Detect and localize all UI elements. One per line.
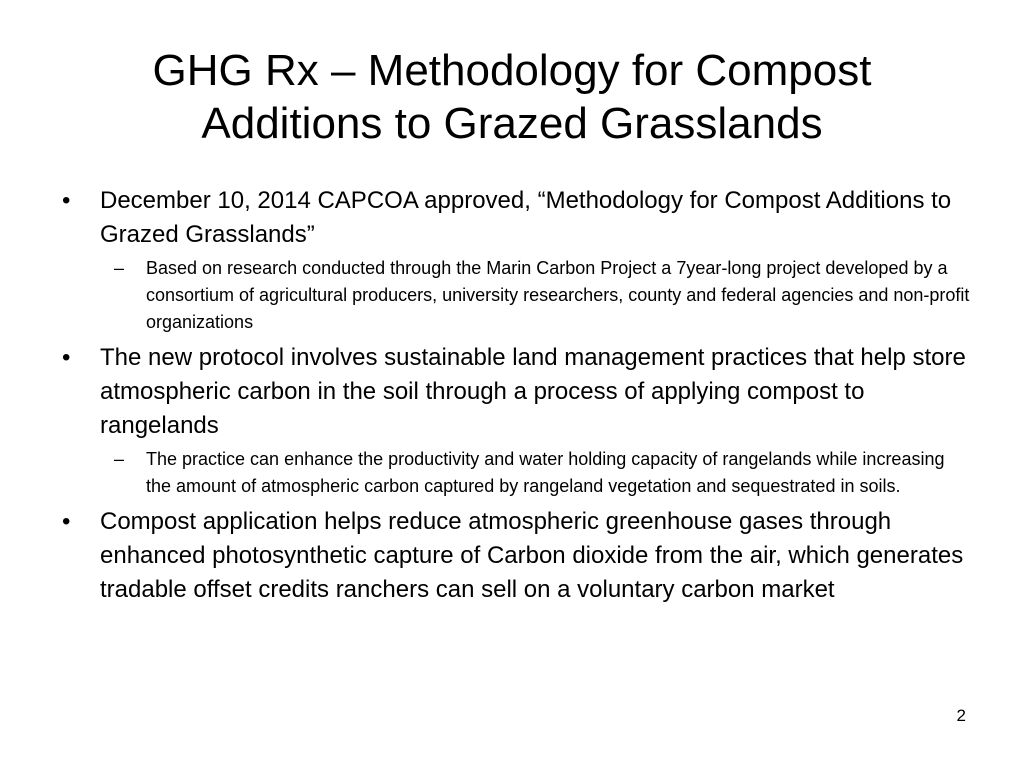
bullet-item-2 xyxy=(62,341,972,443)
bullet-text-3: Compost application helps reduce atmospheric greenhouse gases through enhanced photosynthetic capture of Carbon dioxide from the air, which generates tradable offset credits ranchers can sell on a voluntary carbon market xyxy=(100,508,964,603)
sub-bullet-text-2: The practice can enhance the productivity and water holding capacity of rangelands while increasing the amount of atmospheric carbon captured by rangeland vegetation and sequestrated in soils. xyxy=(146,449,945,496)
sub-bullet-item-1 xyxy=(62,255,972,336)
bullet-marker: • xyxy=(62,187,71,214)
bullet-marker: • xyxy=(62,508,71,535)
title-line-1: GHG Rx – Methodology for Compost xyxy=(152,46,872,95)
sub-bullet-item-2 xyxy=(62,446,972,500)
bullet-list xyxy=(62,184,972,607)
sub-bullet-text-1: Based on research conducted through the Marin Carbon Project a 7year-long project developed by a consortium of agricultural producers, university researchers, county and federal agencies and non-profit organizations xyxy=(146,258,970,332)
bullet-text-2: The new protocol involves sustainable land management practices that help store atmospheric carbon in the soil through a process of applying compost to rangelands xyxy=(100,344,966,439)
bullet-marker: • xyxy=(62,344,71,371)
slide-title xyxy=(80,44,944,150)
bullet-item-3 xyxy=(62,505,972,607)
title-line-2: Additions to Grazed Grasslands xyxy=(201,99,823,148)
sub-bullet-marker: – xyxy=(114,449,125,469)
bullet-text-1: December 10, 2014 CAPCOA approved, “Methodology for Compost Additions to Grazed Grasslands” xyxy=(100,187,952,248)
bullet-item-1 xyxy=(62,184,972,252)
page-number: 2 xyxy=(956,706,966,725)
sub-bullet-marker: – xyxy=(114,258,125,278)
